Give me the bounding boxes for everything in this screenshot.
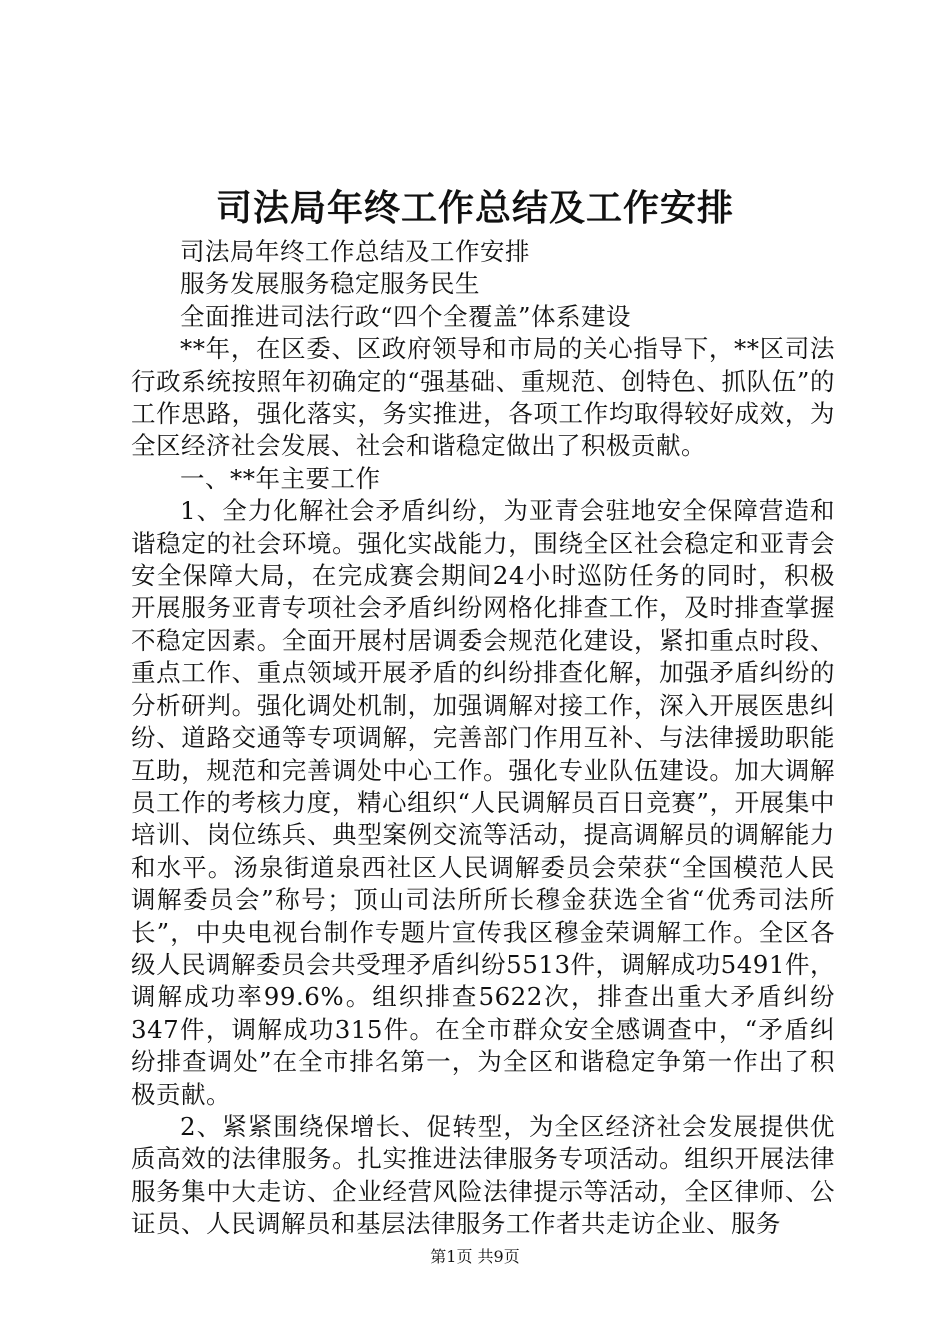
paragraph-item-1: 1、全力化解社会矛盾纠纷，为亚青会驻地安全保障营造和谐稳定的社会环境。强化实战能力，围绕全区社会稳定和亚青会安全保障大局，在完成赛会期间24小时巡防任务的同时，积极开展服务亚青专项社会矛盾纠纷网格化排查工作，及时排查掌握不稳定因素。全面开展村居调委会规范化建设，紧扣重点时段、重点工作、重点领域开展矛盾的纠纷排查化解，加强矛盾纠纷的分析研判。强化调处机制，加强调解对接工作，深入开展医患纠纷、道路交通等专项调解，完善部门作用互补、与法律援助职能互助，规范和完善调处中心工作。强化专业队伍建设。加大调解员工作的考核力度，精心组织“人民调解员百日竞赛”，开展集中培训、岗位练兵、典型案例交流等活动，提高调解员的调解能力和水平。汤泉街道泉西社区人民调解委员会荣获“全国模范人民调解委员会”称号；顶山司法所所长穆金获选全省“优秀司法所长”，中央电视台制作专题片宣传我区穆金荣调解工作。全区各级人民调解委员会共受理矛盾纠纷5513件，调解成功5491件，调解成功率99.6%。组织排查5622次，排查出重大矛盾纠纷347件，调解成功315件。在全市群众安全感调查中，“矛盾纠纷排查调处”在全市排名第一，为全区和谐稳定争第一作出了积极贡献。 [131, 496, 835, 1109]
paragraph-item-2: 2、紧紧围绕保增长、促转型，为全区经济社会发展提供优质高效的法律服务。扎实推进法律服务专项活动。组织开展法律服务集中大走访、企业经营风险法律提示等活动，全区律师、公证员、人民调解员和基层法律服务工作者共走访企业、服务 [131, 1111, 835, 1239]
paragraph-subtitle-1: 司法局年终工作总结及工作安排 [180, 237, 530, 266]
section-heading: 一、**年主要工作 [180, 463, 381, 493]
paragraph-subtitle-3: 全面推进司法行政“四个全覆盖”体系建设 [180, 301, 632, 331]
paragraph-intro: **年，在区委、区政府领导和市局的关心指导下，**区司法行政系统按照年初确定的“强基础、重规范、创特色、抓队伍”的工作思路，强化落实，务实推进，各项工作均取得较好成效，为全区经济社会发展、社会和谐稳定做出了积极贡献。 [131, 334, 835, 461]
document-body [131, 236, 835, 1241]
page-footer: 第1页 共9页 [430, 1247, 520, 1266]
document-title: 司法局年终工作总结及工作安排 [215, 187, 734, 229]
paragraph-subtitle-2: 服务发展服务稳定服务民生 [180, 269, 480, 299]
